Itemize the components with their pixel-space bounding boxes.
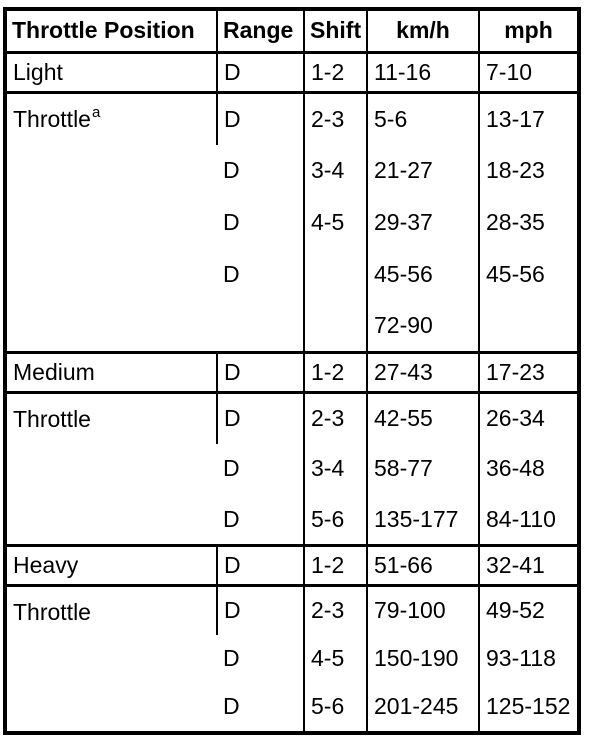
range-cell: D <box>223 645 240 672</box>
kmh-cell: 21-27 <box>367 145 479 197</box>
shift-cell: 3-4 <box>304 444 367 495</box>
kmh-cell: 11-16 <box>367 53 479 93</box>
column-header-mph: mph <box>479 9 579 53</box>
mph-cell: 18-23 <box>479 145 579 197</box>
range-cell: D <box>223 693 240 720</box>
shift-cell: 2-3 <box>304 393 367 444</box>
footnote-marker: a <box>91 104 101 122</box>
column-header-shift: Shift <box>304 9 367 53</box>
table-row <box>5 353 579 393</box>
range-cell: D <box>223 260 240 287</box>
mph-cell: 45-56 <box>479 249 579 301</box>
range-cell: D <box>223 455 240 482</box>
throttle-position-cell <box>5 93 217 353</box>
throttle-position-cell <box>5 393 217 546</box>
shift-cell: 3-4 <box>304 145 367 197</box>
kmh-cell: 201-245 <box>367 684 479 733</box>
mph-cell: 13-17 <box>479 93 579 145</box>
table-row <box>5 393 579 444</box>
mph-cell <box>479 301 579 353</box>
mph-cell: 17-23 <box>479 353 579 393</box>
kmh-cell: 79-100 <box>367 586 479 635</box>
table-row <box>5 53 579 93</box>
mph-cell: 7-10 <box>479 53 579 93</box>
table-row <box>5 546 579 586</box>
shift-cell: 5-6 <box>304 684 367 733</box>
group-label-text: Throttle <box>13 406 91 432</box>
mph-cell: 26-34 <box>479 393 579 444</box>
range-cell <box>217 301 304 353</box>
kmh-cell: 72-90 <box>367 301 479 353</box>
range-cell: D <box>217 93 304 145</box>
kmh-cell: 45-56 <box>367 249 479 301</box>
section-heavy <box>5 546 579 586</box>
mph-cell: 49-52 <box>479 586 579 635</box>
kmh-cell: 42-55 <box>367 393 479 444</box>
throttle-position-cell: Medium <box>13 358 95 385</box>
range-cell: D <box>217 53 304 93</box>
table-row <box>5 93 579 145</box>
kmh-cell: 29-37 <box>367 197 479 249</box>
range-cell: D <box>217 393 304 444</box>
range-cell: D <box>223 156 240 183</box>
column-header-range: Range <box>217 9 304 53</box>
range-cell: D <box>217 546 304 586</box>
range-cell: D <box>223 505 240 532</box>
table-header-row <box>5 9 579 53</box>
group-label-text: Throttle <box>13 106 91 132</box>
shift-cell: 1-2 <box>304 53 367 93</box>
section-light <box>5 53 579 93</box>
group-label-text: Throttle <box>13 599 91 625</box>
shift-cell <box>304 301 367 353</box>
shift-cell: 4-5 <box>304 197 367 249</box>
range-cell: D <box>217 586 304 635</box>
column-header-throttle-position: Throttle Position <box>12 17 195 44</box>
section-light-throttle <box>5 93 579 353</box>
section-medium <box>5 353 579 393</box>
throttle-position-cell: Light <box>13 58 63 85</box>
shift-cell: 4-5 <box>304 635 367 684</box>
throttle-position-cell: Heavy <box>13 551 79 578</box>
kmh-cell: 135-177 <box>367 495 479 546</box>
mph-cell: 93-118 <box>479 635 579 684</box>
shift-cell: 1-2 <box>304 546 367 586</box>
range-cell: D <box>223 208 240 235</box>
mph-cell: 36-48 <box>479 444 579 495</box>
kmh-cell: 150-190 <box>367 635 479 684</box>
mph-cell: 84-110 <box>479 495 579 546</box>
range-cell: D <box>217 353 304 393</box>
shift-cell: 2-3 <box>304 586 367 635</box>
kmh-cell: 51-66 <box>367 546 479 586</box>
shift-cell: 1-2 <box>304 353 367 393</box>
mph-cell: 125-152 <box>479 684 579 733</box>
column-header-kmh: km/h <box>367 9 479 53</box>
kmh-cell: 58-77 <box>367 444 479 495</box>
mph-cell: 28-35 <box>479 197 579 249</box>
shift-speed-table <box>3 7 581 735</box>
shift-cell: 5-6 <box>304 495 367 546</box>
throttle-position-cell <box>5 586 217 733</box>
section-medium-throttle <box>5 393 579 546</box>
kmh-cell: 27-43 <box>367 353 479 393</box>
shift-cell <box>304 249 367 301</box>
section-heavy-throttle <box>5 586 579 733</box>
table-row <box>5 586 579 635</box>
shift-cell: 2-3 <box>304 93 367 145</box>
mph-cell: 32-41 <box>479 546 579 586</box>
kmh-cell: 5-6 <box>367 93 479 145</box>
